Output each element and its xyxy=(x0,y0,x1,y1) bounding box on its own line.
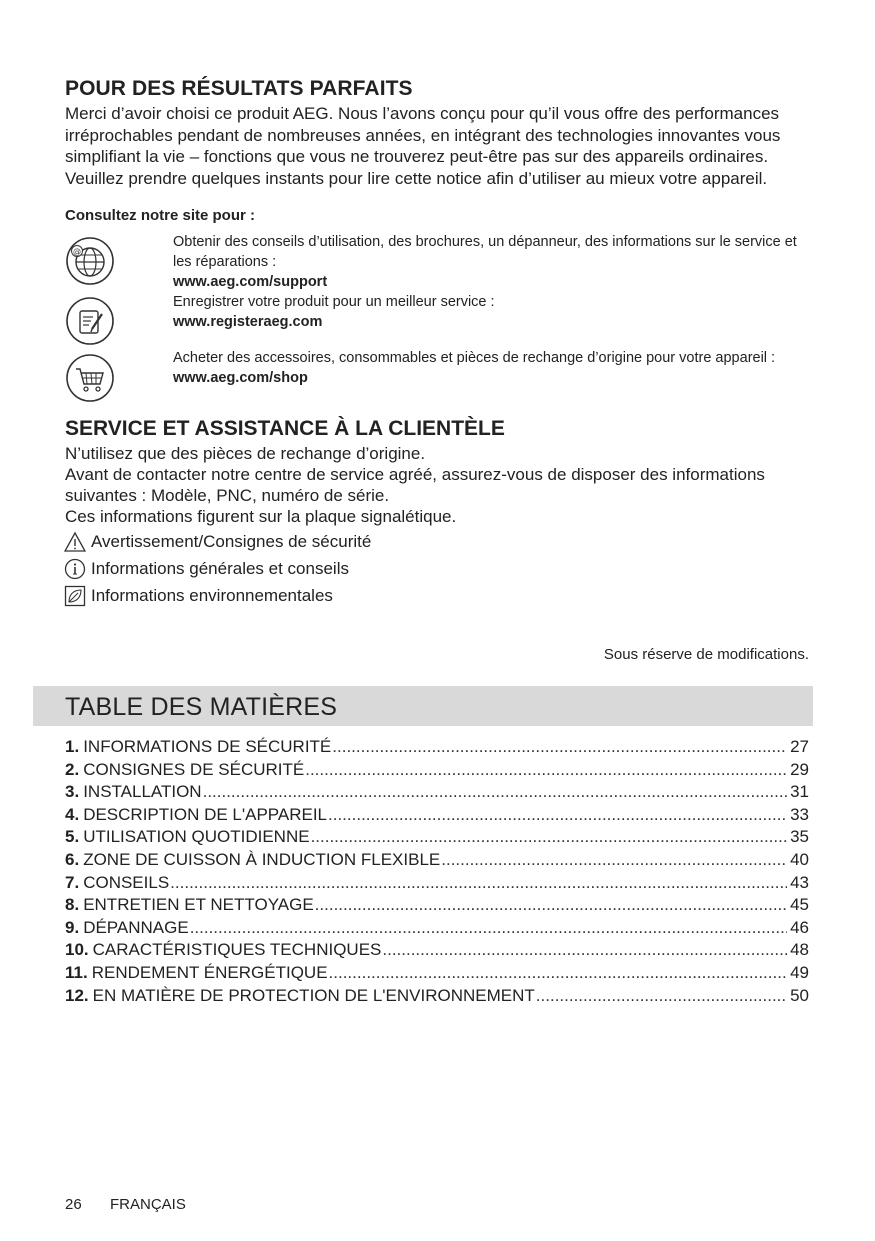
footer-language: FRANÇAIS xyxy=(110,1196,186,1213)
toc-item[interactable]: 5. UTILISATION QUOTIDIENNE ..... 35 xyxy=(65,826,809,849)
toc-item[interactable]: 8. ENTRETIEN ET NETTOYAGE ..... 45 xyxy=(65,894,809,917)
legend-warning xyxy=(64,531,371,553)
toc-header xyxy=(33,686,813,726)
legend-environment xyxy=(64,585,333,607)
toc-item[interactable]: 10. CARACTÉRISTIQUES TECHNIQUES ..... 48 xyxy=(65,939,809,962)
service-shop-text: Acheter des accessoires, consommables et pièces de rechange d’origine pour votre appareil : xyxy=(173,350,776,366)
modification-notice: Sous réserve de modifications. xyxy=(603,646,809,663)
service-register-text: Enregistrer votre produit pour un meilleur service : xyxy=(173,294,495,310)
toc-item[interactable]: 3. INSTALLATION ..... 31 xyxy=(65,781,809,804)
service-body xyxy=(65,443,805,527)
table-of-contents xyxy=(65,736,809,1007)
toc-item[interactable]: 4. DESCRIPTION DE L'APPAREIL ..... 33 xyxy=(65,804,809,827)
toc-item[interactable]: 6. ZONE DE CUISSON À INDUCTION FLEXIBLE ..... 40 xyxy=(65,849,809,872)
service-support-text: Obtenir des conseils d’utilisation, des brochures, un dépanneur, des informations sur le service et les réparations : xyxy=(173,234,797,270)
support-link[interactable]: www.aeg.com/support xyxy=(173,274,328,290)
page-number: 26 xyxy=(65,1196,82,1213)
service-shop xyxy=(173,348,813,388)
legend-environment-label: Informations environnementales xyxy=(91,586,333,605)
service-register xyxy=(173,292,813,332)
toc-item[interactable]: 7. CONSEILS ..... 43 xyxy=(65,872,809,895)
toc-item[interactable]: 1. INFORMATIONS DE SÉCURITÉ ..... 27 xyxy=(65,736,809,759)
shop-link[interactable]: www.aeg.com/shop xyxy=(173,370,308,386)
globe-at-icon xyxy=(65,236,115,286)
svg-text:@: @ xyxy=(73,247,81,256)
toc-item[interactable]: 2. CONSIGNES DE SÉCURITÉ ..... 29 xyxy=(65,759,809,782)
leaf-icon xyxy=(64,585,86,607)
service-line: Avant de contacter notre centre de service agréé, assurez-vous de disposer des informations suivantes : Modèle, PNC, numéro de série. xyxy=(65,465,765,505)
legend-warning-label: Avertissement/Consignes de sécurité xyxy=(91,532,372,551)
shopping-cart-icon xyxy=(65,353,115,403)
consult-label: Consultez notre site pour : xyxy=(65,207,256,224)
service-line: N’utilisez que des pièces de rechange d’origine. xyxy=(65,444,426,463)
results-intro: Merci d’avoir choisi ce produit AEG. Nous l’avons conçu pour qu’il vous offre des performances irréprochables pendant de nombreuses années, en intégrant des technologies innovantes vous simplifiant la vie – fonctions que vous ne trouverez peut-être pas sur des appareils ordinaires. Veuillez prendre quelques instants pour lire cette notice afin d’utiliser au mieux votre appareil. xyxy=(65,104,781,188)
service-title: SERVICE ET ASSISTANCE À LA CLIENTÈLE xyxy=(65,417,505,440)
toc-item[interactable]: 11. RENDEMENT ÉNERGÉTIQUE ..... 49 xyxy=(65,962,809,985)
toc-title: TABLE DES MATIÈRES xyxy=(65,693,338,721)
toc-item[interactable]: 12. EN MATIÈRE DE PROTECTION DE L'ENVIRONNEMENT ..... 50 xyxy=(65,985,809,1008)
toc-item[interactable]: 9. DÉPANNAGE ..... 46 xyxy=(65,917,809,940)
legend-info xyxy=(64,558,349,580)
results-title: POUR DES RÉSULTATS PARFAITS xyxy=(65,77,413,100)
warning-triangle-icon xyxy=(64,531,86,553)
service-line: Ces informations figurent sur la plaque signalétique. xyxy=(65,507,457,526)
info-circle-icon xyxy=(64,558,86,580)
service-support xyxy=(173,232,813,292)
register-pen-icon xyxy=(65,296,115,346)
register-link[interactable]: www.registeraeg.com xyxy=(173,314,323,330)
legend-info-label: Informations générales et conseils xyxy=(91,559,349,578)
